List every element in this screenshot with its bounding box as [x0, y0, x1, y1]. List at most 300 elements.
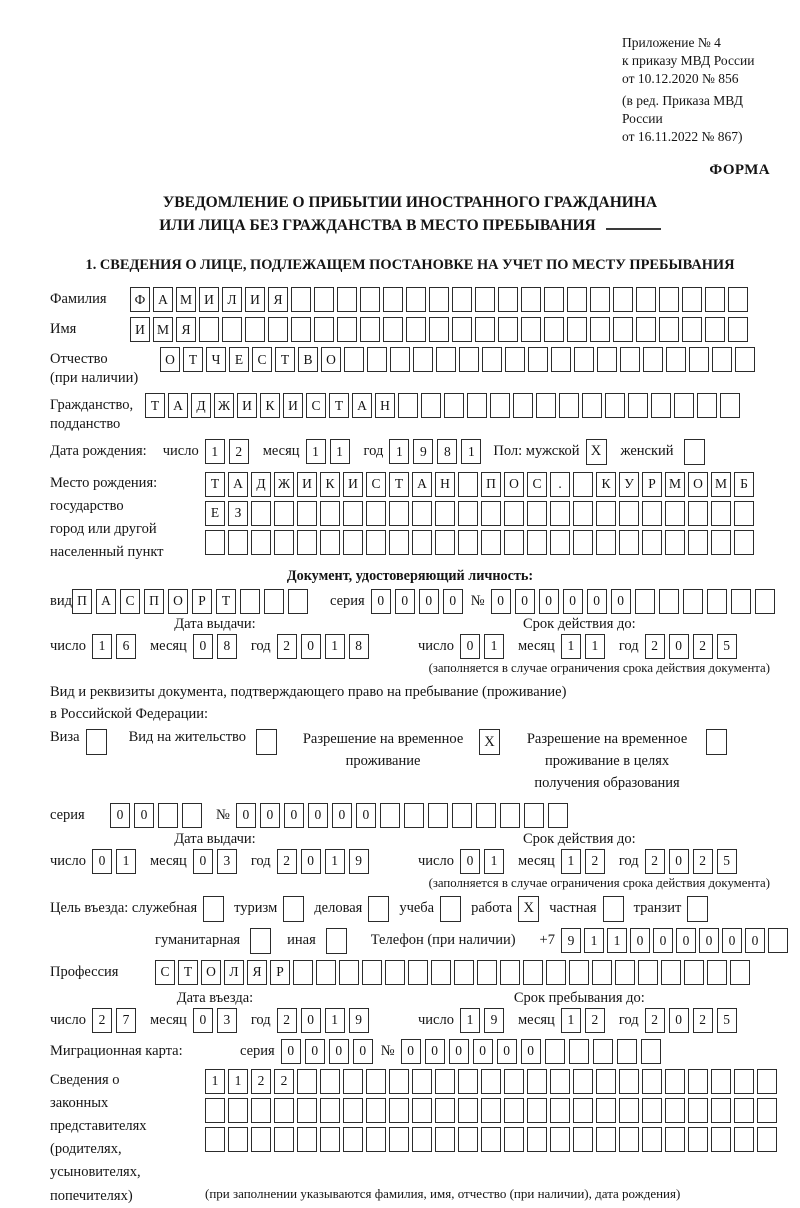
char-box[interactable]: И	[297, 472, 317, 497]
char-box[interactable]	[528, 347, 548, 372]
char-box[interactable]	[697, 393, 717, 418]
char-box[interactable]	[389, 1127, 409, 1152]
char-box[interactable]	[734, 1127, 754, 1152]
char-box[interactable]	[158, 803, 178, 828]
char-box[interactable]: Н	[375, 393, 395, 418]
char-box[interactable]	[343, 530, 363, 555]
char-box[interactable]	[590, 317, 610, 342]
char-box[interactable]	[642, 1069, 662, 1094]
char-box[interactable]: Е	[229, 347, 249, 372]
char-box[interactable]: 0	[329, 1039, 349, 1064]
char-box[interactable]	[569, 960, 589, 985]
char-box[interactable]	[320, 501, 340, 526]
char-box[interactable]	[429, 317, 449, 342]
char-box[interactable]: 0	[305, 1039, 325, 1064]
char-box[interactable]: 0	[443, 589, 463, 614]
char-box[interactable]: 9	[413, 439, 433, 464]
char-box[interactable]	[245, 317, 265, 342]
char-box[interactable]	[413, 347, 433, 372]
char-box[interactable]	[665, 1098, 685, 1123]
char-box[interactable]	[389, 1069, 409, 1094]
char-box[interactable]	[619, 1127, 639, 1152]
char-box[interactable]	[705, 317, 725, 342]
char-box[interactable]: 0	[301, 849, 321, 874]
char-box[interactable]: 1	[389, 439, 409, 464]
char-box[interactable]: 2	[585, 1008, 605, 1033]
char-box[interactable]	[500, 803, 520, 828]
char-box[interactable]	[458, 1127, 478, 1152]
char-box[interactable]	[567, 317, 587, 342]
char-box[interactable]: Д	[191, 393, 211, 418]
char-box[interactable]	[481, 1127, 501, 1152]
char-box[interactable]: 0	[301, 634, 321, 659]
char-box[interactable]	[597, 347, 617, 372]
char-box[interactable]	[536, 393, 556, 418]
char-box[interactable]	[337, 287, 357, 312]
char-box[interactable]	[659, 317, 679, 342]
char-box[interactable]: 0	[260, 803, 280, 828]
char-box[interactable]: Ж	[214, 393, 234, 418]
char-box[interactable]: 1	[561, 634, 581, 659]
char-box[interactable]: 0	[92, 849, 112, 874]
char-box[interactable]	[343, 1127, 363, 1152]
char-box[interactable]	[527, 501, 547, 526]
char-box[interactable]	[406, 317, 426, 342]
char-box[interactable]: 0	[515, 589, 535, 614]
char-box[interactable]: 1	[205, 1069, 225, 1094]
char-box[interactable]	[475, 287, 495, 312]
char-box[interactable]: О	[321, 347, 341, 372]
char-box[interactable]	[459, 347, 479, 372]
char-box[interactable]: Т	[145, 393, 165, 418]
char-box[interactable]: 1	[330, 439, 350, 464]
char-box[interactable]	[720, 393, 740, 418]
char-box[interactable]	[389, 501, 409, 526]
char-box[interactable]	[731, 589, 751, 614]
char-box[interactable]	[674, 393, 694, 418]
char-box[interactable]	[205, 1098, 225, 1123]
char-box[interactable]	[596, 530, 616, 555]
char-box[interactable]: Т	[389, 472, 409, 497]
char-box[interactable]	[651, 393, 671, 418]
sex-female-checkbox[interactable]	[684, 439, 705, 465]
char-box[interactable]	[605, 393, 625, 418]
char-box[interactable]: 2	[693, 1008, 713, 1033]
char-box[interactable]	[757, 1127, 777, 1152]
char-box[interactable]	[574, 347, 594, 372]
char-box[interactable]: У	[619, 472, 639, 497]
char-box[interactable]	[339, 960, 359, 985]
char-box[interactable]: 9	[349, 1008, 369, 1033]
char-box[interactable]: Ч	[206, 347, 226, 372]
char-box[interactable]	[665, 501, 685, 526]
char-box[interactable]	[467, 393, 487, 418]
char-box[interactable]	[505, 347, 525, 372]
purpose-official-checkbox[interactable]	[203, 896, 224, 922]
char-box[interactable]	[665, 530, 685, 555]
char-box[interactable]: .	[550, 472, 570, 497]
char-box[interactable]: 8	[217, 634, 237, 659]
char-box[interactable]: Т	[183, 347, 203, 372]
char-box[interactable]	[688, 530, 708, 555]
char-box[interactable]: 0	[419, 589, 439, 614]
char-box[interactable]	[367, 347, 387, 372]
residence-permit-checkbox[interactable]	[256, 729, 277, 755]
char-box[interactable]: А	[228, 472, 248, 497]
char-box[interactable]	[734, 1069, 754, 1094]
char-box[interactable]	[360, 317, 380, 342]
char-box[interactable]: 0	[284, 803, 304, 828]
char-box[interactable]	[688, 1069, 708, 1094]
char-box[interactable]	[435, 501, 455, 526]
char-box[interactable]	[689, 347, 709, 372]
char-box[interactable]: 2	[585, 849, 605, 874]
char-box[interactable]	[408, 960, 428, 985]
char-box[interactable]: 2	[645, 849, 665, 874]
purpose-transit-checkbox[interactable]	[687, 896, 708, 922]
char-box[interactable]	[481, 530, 501, 555]
char-box[interactable]: 0	[699, 928, 719, 953]
char-box[interactable]: 2	[229, 439, 249, 464]
char-box[interactable]	[635, 589, 655, 614]
char-box[interactable]	[734, 1098, 754, 1123]
char-box[interactable]	[320, 530, 340, 555]
char-box[interactable]	[251, 1098, 271, 1123]
char-box[interactable]	[688, 1098, 708, 1123]
char-box[interactable]	[527, 1127, 547, 1152]
char-box[interactable]: 0	[676, 928, 696, 953]
char-box[interactable]: В	[298, 347, 318, 372]
char-box[interactable]	[504, 501, 524, 526]
char-box[interactable]: 0	[497, 1039, 517, 1064]
char-box[interactable]	[521, 317, 541, 342]
char-box[interactable]: 0	[281, 1039, 301, 1064]
char-box[interactable]	[385, 960, 405, 985]
char-box[interactable]: 1	[484, 634, 504, 659]
char-box[interactable]: Т	[329, 393, 349, 418]
char-box[interactable]: 0	[356, 803, 376, 828]
char-box[interactable]	[593, 1039, 613, 1064]
char-box[interactable]	[573, 530, 593, 555]
char-box[interactable]: 0	[193, 634, 213, 659]
char-box[interactable]	[452, 803, 472, 828]
char-box[interactable]: А	[352, 393, 372, 418]
char-box[interactable]: 0	[353, 1039, 373, 1064]
char-box[interactable]	[504, 530, 524, 555]
char-box[interactable]	[458, 501, 478, 526]
char-box[interactable]: 6	[116, 634, 136, 659]
char-box[interactable]: 0	[521, 1039, 541, 1064]
char-box[interactable]: 0	[332, 803, 352, 828]
char-box[interactable]	[343, 501, 363, 526]
visa-checkbox[interactable]	[86, 729, 107, 755]
char-box[interactable]: З	[228, 501, 248, 526]
char-box[interactable]: 0	[653, 928, 673, 953]
char-box[interactable]	[343, 1069, 363, 1094]
char-box[interactable]: 2	[693, 849, 713, 874]
char-box[interactable]: 2	[645, 634, 665, 659]
char-box[interactable]	[521, 287, 541, 312]
purpose-study-checkbox[interactable]	[440, 896, 461, 922]
char-box[interactable]	[544, 287, 564, 312]
char-box[interactable]	[711, 1127, 731, 1152]
char-box[interactable]	[452, 317, 472, 342]
char-box[interactable]: 9	[484, 1008, 504, 1033]
char-box[interactable]	[436, 347, 456, 372]
char-box[interactable]: 1	[607, 928, 627, 953]
char-box[interactable]: И	[199, 287, 219, 312]
char-box[interactable]	[504, 1127, 524, 1152]
char-box[interactable]	[366, 530, 386, 555]
char-box[interactable]: 8	[349, 634, 369, 659]
char-box[interactable]	[316, 960, 336, 985]
char-box[interactable]	[428, 803, 448, 828]
char-box[interactable]	[435, 1069, 455, 1094]
char-box[interactable]: 1	[325, 634, 345, 659]
char-box[interactable]	[596, 1127, 616, 1152]
char-box[interactable]	[199, 317, 219, 342]
char-box[interactable]: 7	[116, 1008, 136, 1033]
char-box[interactable]	[757, 1098, 777, 1123]
char-box[interactable]	[228, 1098, 248, 1123]
char-box[interactable]	[320, 1069, 340, 1094]
char-box[interactable]	[421, 393, 441, 418]
char-box[interactable]: 1	[460, 1008, 480, 1033]
char-box[interactable]: 9	[561, 928, 581, 953]
char-box[interactable]: Я	[268, 287, 288, 312]
char-box[interactable]: Т	[205, 472, 225, 497]
char-box[interactable]	[617, 1039, 637, 1064]
char-box[interactable]: А	[168, 393, 188, 418]
char-box[interactable]: 2	[251, 1069, 271, 1094]
char-box[interactable]: 0	[745, 928, 765, 953]
char-box[interactable]: 8	[437, 439, 457, 464]
char-box[interactable]	[551, 347, 571, 372]
char-box[interactable]: П	[144, 589, 164, 614]
char-box[interactable]: Е	[205, 501, 225, 526]
char-box[interactable]	[383, 287, 403, 312]
char-box[interactable]: 2	[277, 634, 297, 659]
char-box[interactable]: 1	[325, 1008, 345, 1033]
char-box[interactable]	[550, 501, 570, 526]
char-box[interactable]	[573, 501, 593, 526]
char-box[interactable]	[452, 287, 472, 312]
char-box[interactable]	[712, 347, 732, 372]
char-box[interactable]	[682, 287, 702, 312]
char-box[interactable]	[544, 317, 564, 342]
char-box[interactable]	[366, 1127, 386, 1152]
char-box[interactable]: 2	[277, 849, 297, 874]
char-box[interactable]	[620, 347, 640, 372]
char-box[interactable]	[228, 530, 248, 555]
char-box[interactable]: Л	[222, 287, 242, 312]
char-box[interactable]	[582, 393, 602, 418]
char-box[interactable]: 0	[449, 1039, 469, 1064]
char-box[interactable]	[504, 1069, 524, 1094]
char-box[interactable]: Ж	[274, 472, 294, 497]
char-box[interactable]: С	[366, 472, 386, 497]
char-box[interactable]	[251, 501, 271, 526]
char-box[interactable]: 2	[274, 1069, 294, 1094]
char-box[interactable]	[458, 530, 478, 555]
char-box[interactable]	[454, 960, 474, 985]
char-box[interactable]	[366, 501, 386, 526]
char-box[interactable]: И	[343, 472, 363, 497]
temp-permit-checkbox[interactable]: X	[479, 729, 500, 755]
char-box[interactable]: 0	[308, 803, 328, 828]
char-box[interactable]: 5	[717, 849, 737, 874]
char-box[interactable]	[707, 960, 727, 985]
char-box[interactable]	[613, 287, 633, 312]
char-box[interactable]: 0	[563, 589, 583, 614]
char-box[interactable]: 1	[461, 439, 481, 464]
char-box[interactable]	[688, 501, 708, 526]
char-box[interactable]	[297, 1069, 317, 1094]
char-box[interactable]	[498, 287, 518, 312]
char-box[interactable]: 0	[473, 1039, 493, 1064]
char-box[interactable]	[642, 530, 662, 555]
sex-male-checkbox[interactable]: X	[586, 439, 607, 465]
char-box[interactable]	[636, 287, 656, 312]
char-box[interactable]: 0	[301, 1008, 321, 1033]
char-box[interactable]	[666, 347, 686, 372]
char-box[interactable]	[728, 317, 748, 342]
char-box[interactable]	[475, 317, 495, 342]
char-box[interactable]	[435, 530, 455, 555]
char-box[interactable]	[228, 1127, 248, 1152]
char-box[interactable]: К	[596, 472, 616, 497]
char-box[interactable]	[659, 589, 679, 614]
char-box[interactable]	[383, 317, 403, 342]
char-box[interactable]: 0	[722, 928, 742, 953]
char-box[interactable]	[734, 501, 754, 526]
char-box[interactable]	[476, 803, 496, 828]
char-box[interactable]	[768, 928, 788, 953]
char-box[interactable]	[550, 1127, 570, 1152]
char-box[interactable]: О	[168, 589, 188, 614]
char-box[interactable]	[251, 1127, 271, 1152]
char-box[interactable]: 1	[116, 849, 136, 874]
char-box[interactable]: 0	[630, 928, 650, 953]
char-box[interactable]	[274, 1127, 294, 1152]
char-box[interactable]	[755, 589, 775, 614]
char-box[interactable]: Д	[251, 472, 271, 497]
char-box[interactable]: 1	[228, 1069, 248, 1094]
char-box[interactable]	[734, 530, 754, 555]
char-box[interactable]	[288, 589, 308, 614]
char-box[interactable]: 1	[325, 849, 345, 874]
char-box[interactable]	[458, 1098, 478, 1123]
char-box[interactable]	[711, 530, 731, 555]
char-box[interactable]: 0	[539, 589, 559, 614]
char-box[interactable]: С	[252, 347, 272, 372]
char-box[interactable]	[523, 960, 543, 985]
char-box[interactable]: М	[176, 287, 196, 312]
char-box[interactable]	[548, 803, 568, 828]
char-box[interactable]	[240, 589, 260, 614]
char-box[interactable]	[642, 1098, 662, 1123]
purpose-tourism-checkbox[interactable]	[283, 896, 304, 922]
char-box[interactable]	[274, 501, 294, 526]
char-box[interactable]: А	[153, 287, 173, 312]
char-box[interactable]	[444, 393, 464, 418]
char-box[interactable]: С	[120, 589, 140, 614]
char-box[interactable]: 0	[611, 589, 631, 614]
char-box[interactable]: 0	[669, 634, 689, 659]
char-box[interactable]	[619, 1069, 639, 1094]
char-box[interactable]	[389, 530, 409, 555]
char-box[interactable]: 0	[134, 803, 154, 828]
char-box[interactable]	[596, 1069, 616, 1094]
char-box[interactable]	[642, 1127, 662, 1152]
char-box[interactable]	[268, 317, 288, 342]
char-box[interactable]	[498, 317, 518, 342]
char-box[interactable]	[343, 1098, 363, 1123]
char-box[interactable]: 1	[561, 849, 581, 874]
char-box[interactable]	[730, 960, 750, 985]
char-box[interactable]	[435, 1098, 455, 1123]
char-box[interactable]: П	[72, 589, 92, 614]
char-box[interactable]: 0	[193, 849, 213, 874]
char-box[interactable]	[619, 501, 639, 526]
char-box[interactable]	[567, 287, 587, 312]
char-box[interactable]	[412, 530, 432, 555]
char-box[interactable]: М	[711, 472, 731, 497]
char-box[interactable]	[477, 960, 497, 985]
char-box[interactable]: Р	[642, 472, 662, 497]
purpose-work-checkbox[interactable]: X	[518, 896, 539, 922]
char-box[interactable]: 0	[587, 589, 607, 614]
char-box[interactable]	[291, 287, 311, 312]
char-box[interactable]	[638, 960, 658, 985]
char-box[interactable]	[412, 1069, 432, 1094]
char-box[interactable]	[274, 530, 294, 555]
char-box[interactable]	[406, 287, 426, 312]
char-box[interactable]: 5	[717, 1008, 737, 1033]
char-box[interactable]	[707, 589, 727, 614]
char-box[interactable]: 1	[306, 439, 326, 464]
char-box[interactable]	[659, 287, 679, 312]
char-box[interactable]	[683, 589, 703, 614]
char-box[interactable]: 2	[92, 1008, 112, 1033]
char-box[interactable]	[728, 287, 748, 312]
char-box[interactable]	[481, 1069, 501, 1094]
char-box[interactable]: 0	[395, 589, 415, 614]
char-box[interactable]	[297, 1098, 317, 1123]
char-box[interactable]	[389, 1098, 409, 1123]
char-box[interactable]	[429, 287, 449, 312]
char-box[interactable]	[337, 317, 357, 342]
char-box[interactable]	[527, 1098, 547, 1123]
char-box[interactable]: А	[412, 472, 432, 497]
char-box[interactable]: Р	[192, 589, 212, 614]
char-box[interactable]: 3	[217, 849, 237, 874]
char-box[interactable]	[592, 960, 612, 985]
char-box[interactable]	[458, 1069, 478, 1094]
purpose-private-checkbox[interactable]	[603, 896, 624, 922]
char-box[interactable]	[482, 347, 502, 372]
char-box[interactable]: 1	[92, 634, 112, 659]
char-box[interactable]: И	[245, 287, 265, 312]
char-box[interactable]: 0	[236, 803, 256, 828]
char-box[interactable]: 0	[371, 589, 391, 614]
char-box[interactable]	[636, 317, 656, 342]
char-box[interactable]: 1	[484, 849, 504, 874]
char-box[interactable]	[613, 317, 633, 342]
char-box[interactable]	[205, 1127, 225, 1152]
char-box[interactable]	[404, 803, 424, 828]
char-box[interactable]: Я	[247, 960, 267, 985]
